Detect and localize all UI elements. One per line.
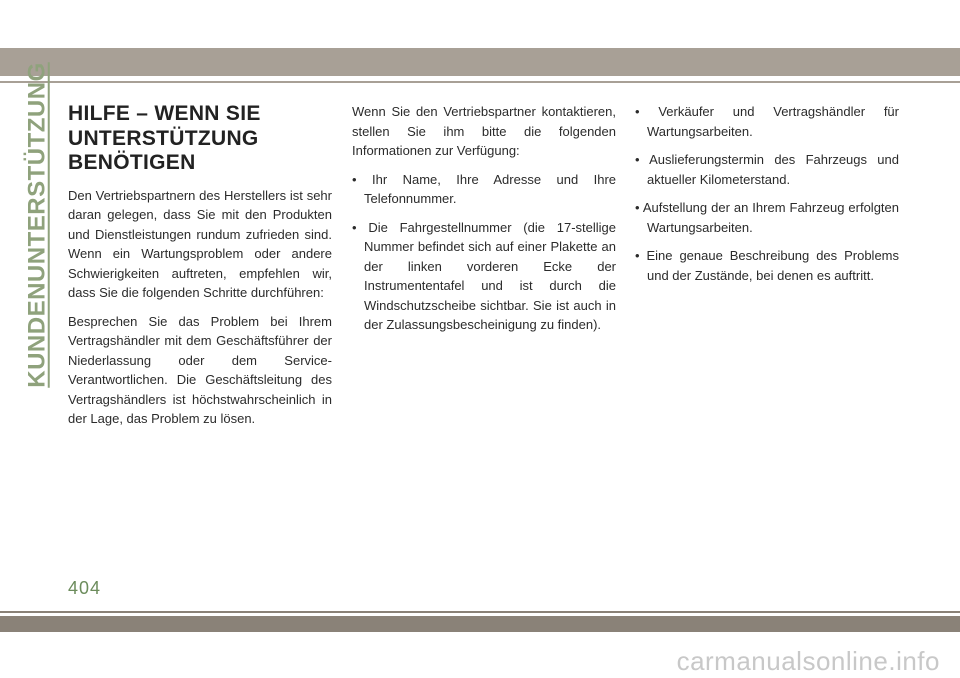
list-item: • Ihr Name, Ihre Adresse und Ihre Telefonnummer. <box>352 170 616 209</box>
header-rule <box>0 81 960 83</box>
heading-line: BENÖTIGEN <box>68 151 196 174</box>
info-list <box>352 170 616 335</box>
heading-line: HILFE – WENN SIE <box>68 102 261 125</box>
dealer-paragraph: Besprechen Sie das Problem bei Ihrem Vertragshändler mit dem Geschäftsführer der Niederlassung oder dem Service-Verantwortlichen. Die Geschäftsleitung des Vertragshändlers ist höchstwahrscheinlich in der Lage, das Problem zu lösen. <box>68 313 332 426</box>
intro-paragraph: Den Vertriebspartnern des Herstellers ist sehr daran gelegen, dass Sie mit den Produkten und Dienstleistungen rundum zufrieden sind. Wenn ein Wartungsproblem oder andere Schwierigkeiten auftreten, empfehlen wir, dass Sie die folgenden Schritte durchführen: <box>68 187 332 300</box>
list-item: • Auslieferungstermin des Fahrzeugs und aktueller Kilometerstand. <box>635 150 899 189</box>
section-side-tab-label: KUNDENUNTERSTÜTZUNG <box>24 62 52 388</box>
page-number: 404 <box>68 578 102 598</box>
info-list-continued <box>635 102 899 285</box>
list-item: • Aufstellung der an Ihrem Fahrzeug erfolgten Wartungsarbeiten. <box>635 198 899 237</box>
list-item: • Die Fahrgestellnummer (die 17-stellige Nummer befindet sich auf einer Plakette an der linken vorderen Ecke der Instrumententafel und ist durch die Windschutzscheibe sichtbar. Sie ist auch in der Zulassungsbescheinigung zu finden). <box>352 218 616 335</box>
column-3 <box>635 102 899 294</box>
contact-intro-paragraph: Wenn Sie den Vertriebspartner kontaktieren, stellen Sie ihm bitte die folgenden Informationen zur Verfügung: <box>352 104 616 158</box>
list-item: • Verkäufer und Vertragshändler für Wartungsarbeiten. <box>635 102 899 141</box>
header-band <box>0 48 960 76</box>
column-1 <box>68 102 332 438</box>
footer-band <box>0 616 960 632</box>
heading-line: UNTERSTÜTZUNG <box>68 126 259 150</box>
section-heading <box>68 102 332 176</box>
section-side-tab <box>18 62 58 388</box>
watermark-text: carmanualsonline.info <box>676 646 940 676</box>
footer-rule <box>0 611 960 613</box>
list-item: • Eine genaue Beschreibung des Problems und der Zustände, bei denen es auftritt. <box>635 246 899 285</box>
column-2 <box>352 102 616 344</box>
